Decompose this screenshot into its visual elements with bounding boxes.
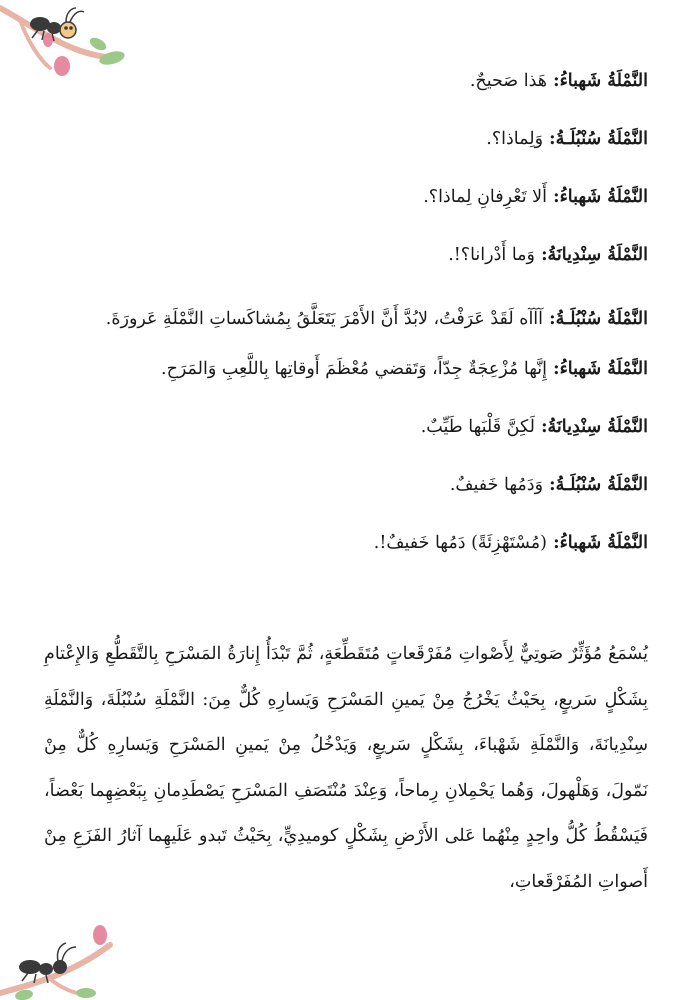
line-text: هَذا صَحيحٌ.	[469, 71, 547, 91]
dialogue-line: النَّمْلَةُ شَهباءُ: هَذا صَحيحٌ.	[469, 71, 648, 91]
dialogue-line: النَّمْلَةُ سُنْبُلَـةُ: آآآه لَقَدْ عَرَفْتُ، لابُدَّ أَنَّ الأَمْرَ يَتَعَلَّقُ بِمُشاكَساتِ النَّمْلَةِ عَرورَةَ.	[105, 309, 648, 329]
speaker-name: النَّمْلَةُ سُنْبُلَـةُ	[555, 129, 648, 149]
dialogue-line: النَّمْلَةُ شَهباءُ: أَلا تَعْرِفانِ لِماذا؟.	[423, 187, 648, 207]
dialogue-line: النَّمْلَةُ شَهباءُ: إِنَّها مُزْعِجَةٌ جِدّاً، وَتَقضي مُعْظَمَ أَوقاتِها بِاللَّعِبِ وَالمَرَحِ.	[161, 359, 648, 379]
speaker-name: النَّمْلَةُ شَهباءُ	[559, 533, 648, 553]
ant-icon	[30, 8, 84, 41]
dialogue-line: النَّمْلَةُ سُنْبُلَـةُ: وَلِماذا؟.	[486, 129, 648, 149]
line-text: وَدَمُها خَفيفٌ.	[449, 475, 544, 495]
line-text: وَما أَدْرانا؟!.	[448, 245, 535, 265]
dialogue-line: النَّمْلَةُ سُنْبُلَـةُ: وَدَمُها خَفيفٌ.	[449, 475, 648, 495]
dialogue-line: النَّمْلَةُ سِنْدِيانَةُ: وَما أَدْرانا؟!.	[448, 245, 648, 265]
line-text: أَلا تَعْرِفانِ لِماذا؟.	[423, 187, 547, 207]
line-text: (مُسْتَهْزِئَةً) دَمُها خَفيفٌ!.	[373, 533, 547, 553]
dialogue-line: النَّمْلَةُ شَهباءُ: (مُسْتَهْزِئَةً) دَمُها خَفيفٌ!.	[373, 533, 648, 553]
line-text: آآآه لَقَدْ عَرَفْتُ، لابُدَّ أَنَّ الأَمْرَ يَتَعَلَّقُ بِمُشاكَساتِ النَّمْلَةِ عَرورَةَ.	[105, 309, 544, 329]
speaker-name: النَّمْلَةُ سُنْبُلَـةُ	[555, 309, 648, 329]
speaker-name: النَّمْلَةُ سِنْدِيانَةُ	[547, 245, 648, 265]
line-text: وَلِماذا؟.	[486, 129, 544, 149]
line-text: إِنَّها مُزْعِجَةٌ جِدّاً، وَتَقضي مُعْظَمَ أَوقاتِها بِاللَّعِبِ وَالمَرَحِ.	[161, 359, 547, 379]
speaker-name: النَّمْلَةُ شَهباءُ	[559, 187, 648, 207]
speaker-name: النَّمْلَةُ سِنْدِيانَةُ	[547, 417, 648, 437]
ant-branch-illustration	[0, 915, 130, 1000]
dialogue	[48, 62, 648, 582]
dialogue-line: النَّمْلَةُ سِنْدِيانَةُ: لَكِنَّ قَلْبَها طَيِّبٌ.	[420, 417, 648, 437]
speaker-name: النَّمْلَةُ سُنْبُلَـةُ	[555, 475, 648, 495]
stage-direction-paragraph: يُسْمَعُ مُؤَثِّرٌ صَوتِيٌّ لِأَصْواتِ مُفَرْقَعاتٍ مُتَقَطِّعَةٍ، ثُمَّ تَبْدَأُ إِنارَةُ المَسْرَحِ بِالتَّقَطُّعِ وَالإِعْتامِ بِشَكْلٍ سَريعٍ، بِحَيْثُ يَخْرُجُ مِنْ يَمينِ المَسْرَحِ وَيَسارِهِ كُلٌّ مِنَ: النَّمْلَةِ سُنْبُلَةَ، وَالنَّمْلَةِ سِنْدِيانَةَ، وَالنَّمْلَةِ شَهْباءَ، بِشَكْلٍ سَريعٍ، وَيَدْخُلُ مِنْ يَمينِ المَسْرَحِ وَيَسارِهِ كُلٌّ مِنْ نَمّولَ، وَهَلْهولَ، وَهُما يَحْمِلانِ رِماحاً، وَعِنْدَ مُنْتَصَفِ المَسْرَحِ يَصْطَدِمانِ بِبَعْضِهِما بَعْضاً، فَيَسْقُطُ كُلُّ واحِدٍ مِنْهُما عَلى الأَرْضِ بِشَكْلٍ كوميدِيٍّ، بِحَيْثُ تَبدو عَلَيهِما آثارُ الفَزَعِ مِنْ أَصواتِ المُفَرْقَعاتِ،	[44, 644, 648, 892]
line-text: لَكِنَّ قَلْبَها طَيِّبٌ.	[420, 417, 535, 437]
speaker-name: النَّمْلَةُ شَهباءُ	[559, 359, 648, 379]
speaker-name: النَّمْلَةُ شَهباءُ	[559, 71, 648, 91]
